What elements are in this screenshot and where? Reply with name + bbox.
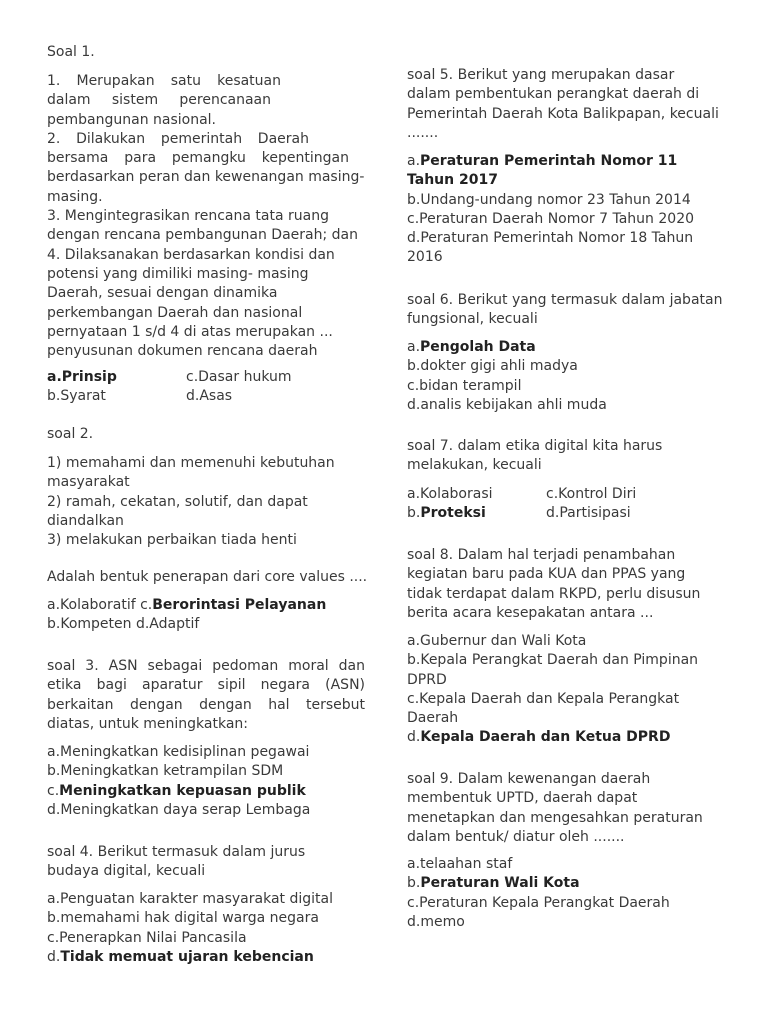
option-b[interactable]: b.Syarat	[47, 388, 106, 405]
statement-3-line-2: dengan rencana pembangunan Daerah; dan	[47, 227, 358, 244]
option-d[interactable]: d.Peraturan Pemerintah Nomor 18 Tahun 2016	[407, 230, 694, 266]
option-b-correct[interactable]: Proteksi	[420, 505, 486, 522]
question-8-options	[407, 632, 707, 748]
option-c-correct[interactable]: Berorintasi Pelayanan	[152, 597, 327, 613]
statement-1-line-1: 1. Merupakan satu kesatuan	[47, 73, 281, 89]
option-d-correct[interactable]: Tidak memuat ujaran kebencian	[60, 948, 314, 965]
option-b-correct[interactable]: Peraturan Wali Kota	[420, 875, 580, 892]
statement-1-line-3: pembangunan nasional.	[47, 111, 217, 128]
option-c[interactable]: c.Peraturan Daerah Nomor 7 Tahun 2020	[407, 210, 695, 227]
option-a[interactable]: a.Gubernur dan Wali Kota	[407, 633, 587, 649]
question-9-options	[407, 855, 725, 932]
statement-2-line-4: masing.	[47, 188, 103, 205]
statement-3: 3) melakukan perbaikan tiada henti	[47, 532, 297, 549]
statement-4-line-2: potensi yang dimiliki masing- masing	[47, 265, 309, 282]
question-1-stem-line-2: penyusunan dokumen rencana daerah	[47, 343, 318, 360]
option-c[interactable]: c.Kontrol Diri	[546, 486, 637, 502]
option-d[interactable]: d.Partisipasi	[546, 505, 631, 522]
option-b-prefix: b.	[407, 505, 421, 522]
option-a-correct[interactable]: Pengolah Data	[420, 339, 536, 355]
statement-1: 1) memahami dan memenuhi kebutuhan masyarakat	[47, 455, 335, 491]
option-b[interactable]: b.memahami hak digital warga negara	[47, 910, 319, 927]
option-d-prefix: d.	[407, 729, 421, 746]
question-5-options	[407, 152, 717, 268]
question-7-options	[407, 485, 725, 524]
option-a-correct[interactable]: a.Prinsip	[47, 369, 117, 385]
statement-4-line-4: perkembangan Daerah dan nasional	[47, 304, 303, 321]
statement-2-line-2: bersama para pemangku kepentingan	[47, 150, 349, 167]
option-a[interactable]: a.Kolaborasi	[407, 486, 493, 502]
question-2-title: soal 2.	[47, 426, 94, 442]
option-a[interactable]: a.Penguatan karakter masyarakat digital	[47, 891, 333, 907]
option-b-d[interactable]: b.Kompeten d.Adaptif	[47, 616, 200, 633]
option-d[interactable]: d.memo	[407, 913, 465, 930]
option-c-prefix: c.	[47, 782, 60, 799]
question-8-text: soal 8. Dalam hal terjadi penambahan kegiatan baru pada KUA dan PPAS yang tidak terdapat dalam RKPD, perlu disusun berita acara kesepakatan antara ...	[407, 547, 701, 621]
question-7-text: soal 7. dalam etika digital kita harus melakukan, kecuali	[407, 438, 663, 474]
option-b[interactable]: b.Kepala Perangkat Daerah dan Pimpinan DPRD	[407, 652, 699, 688]
statement-2: 2) ramah, cekatan, solutif, dan dapat diandalkan	[47, 493, 308, 529]
question-1-statements	[47, 72, 365, 361]
option-d-correct[interactable]: Kepala Daerah dan Ketua DPRD	[420, 729, 671, 746]
option-a-correct[interactable]: Peraturan Pemerintah Nomor 11 Tahun 2017	[407, 153, 678, 189]
question-4-options	[47, 890, 365, 967]
option-d[interactable]: d.Asas	[186, 388, 233, 405]
statement-2-line-1: 2. Dilakukan pemerintah Daerah	[47, 130, 309, 147]
option-a-prefix: a.	[407, 339, 421, 355]
option-d-prefix: d.	[47, 948, 61, 965]
option-c-correct[interactable]: Meningkatkan kepuasan publik	[59, 782, 306, 799]
option-b[interactable]: b.Undang-undang nomor 23 Tahun 2014	[407, 191, 691, 208]
option-a[interactable]: a.telaahan staf	[407, 856, 513, 872]
question-5-text: soal 5. Berikut yang merupakan dasar dalam pembentukan perangkat daerah di Pemerintah Daerah Kota Balikpapan, kecuali .......	[407, 67, 719, 141]
question-6-options	[407, 338, 725, 415]
question-2-statements	[47, 454, 339, 550]
question-4-text: soal 4. Berikut termasuk dalam jurus budaya digital, kecuali	[47, 844, 306, 880]
question-9-text: soal 9. Dalam kewenangan daerah membentuk UPTD, daerah dapat menetapkan dan mengesahkan peraturan dalam bentuk/ diatur oleh .......	[407, 771, 703, 845]
option-c[interactable]: c.Dasar hukum	[186, 369, 292, 385]
option-a[interactable]: a.Kolaboratif	[47, 597, 141, 613]
question-2-options	[47, 596, 365, 635]
statement-3-line-1: 3. Mengintegrasikan rencana tata ruang	[47, 208, 329, 225]
statement-4-line-1: 4. Dilaksanakan berdasarkan kondisi dan	[47, 246, 335, 263]
option-c[interactable]: c.Penerapkan Nilai Pancasila	[47, 929, 247, 946]
question-1-options	[47, 368, 365, 407]
statement-4-line-3: Daerah, sesuai dengan dinamika	[47, 285, 278, 302]
option-c-prefix: c.	[140, 597, 153, 613]
question-6-text: soal 6. Berikut yang termasuk dalam jabatan fungsional, kecuali	[407, 292, 723, 328]
option-b[interactable]: b.dokter gigi ahli madya	[407, 358, 578, 375]
question-3-options	[47, 743, 365, 820]
option-c[interactable]: c.Peraturan Kepala Perangkat Daerah	[407, 894, 670, 911]
question-3-text: soal 3. ASN sebagai pedoman moral dan etika bagi aparatur sipil negara (ASN) berkaitan dengan dengan hal tersebut diatas, untuk meningkatkan:	[47, 658, 365, 732]
question-1-title: Soal 1.	[47, 44, 95, 60]
option-b-prefix: b.	[407, 875, 421, 892]
statement-1-line-2: dalam sistem perencanaan	[47, 92, 271, 109]
option-c[interactable]: c.bidan terampil	[407, 377, 522, 394]
option-c[interactable]: c.Kepala Daerah dan Kepala Perangkat Daerah	[407, 690, 680, 727]
question-1-stem-line-1: pernyataan 1 s/d 4 di atas merupakan ...	[47, 323, 333, 340]
option-b[interactable]: b.Meningkatkan ketrampilan SDM	[47, 763, 284, 780]
statement-2-line-3: berdasarkan peran dan kewenangan masing-	[47, 169, 365, 186]
option-a-prefix: a.	[407, 153, 421, 169]
option-d[interactable]: d.analis kebijakan ahli muda	[407, 396, 607, 413]
question-2-stem: Adalah bentuk penerapan dari core values ....	[47, 569, 368, 585]
option-d[interactable]: d.Meningkatkan daya serap Lembaga	[47, 801, 311, 818]
option-a[interactable]: a.Meningkatkan kedisiplinan pegawai	[47, 744, 310, 760]
